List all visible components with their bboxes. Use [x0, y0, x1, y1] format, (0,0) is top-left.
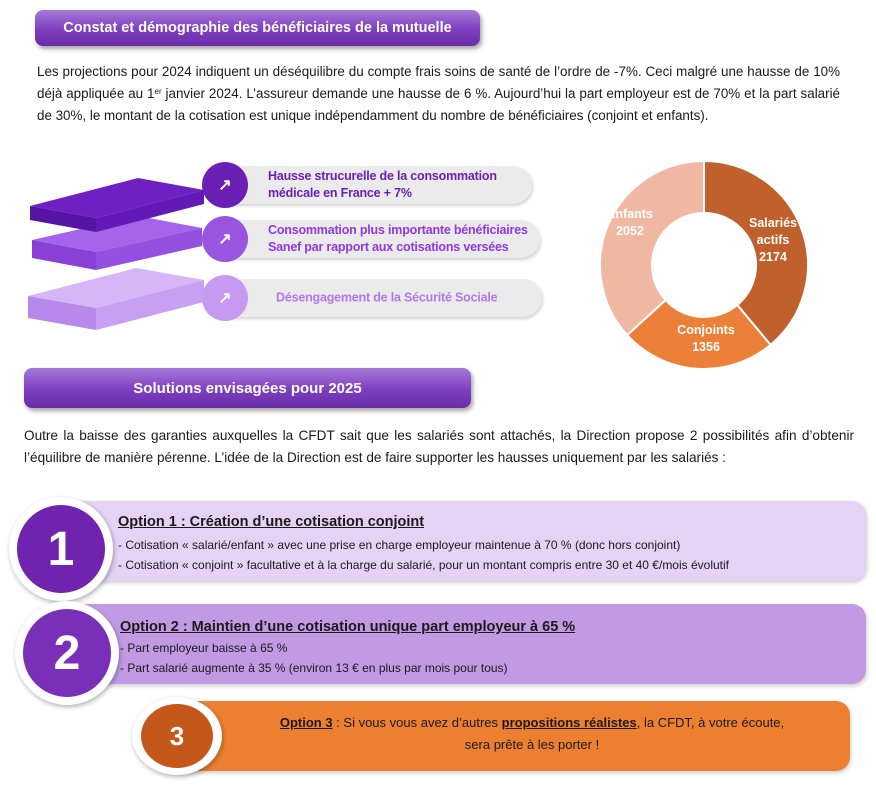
option-3-text-a: : Si vous vous avez d’autres	[332, 715, 502, 730]
section-banner-solutions	[24, 368, 471, 408]
intro-paragraph	[37, 61, 840, 127]
factor-line: Consommation plus importante bénéficiaires	[268, 223, 528, 237]
slice-label-enfants	[600, 206, 660, 240]
factor-pill-1	[210, 166, 532, 204]
arrow-up-right-icon: ↗	[202, 162, 248, 208]
section-banner-constat	[35, 10, 480, 46]
option-1-number-badge	[9, 497, 113, 601]
factor-line: Hausse strucurelle de la consommation	[268, 169, 497, 183]
option-2-title: Option 2 : Maintien d’une cotisation unique part employeur à 65 %	[120, 619, 576, 635]
factor-line: Sanef par rapport aux cotisations versées	[268, 240, 509, 254]
factor-line: Désengagement de la Sécurité Sociale	[276, 290, 498, 305]
option-1-title: Option 1 : Création d’une cotisation conjoint	[118, 514, 425, 530]
slice-label-conjoints	[656, 322, 756, 356]
factor-pill-2	[210, 220, 540, 258]
slice-label-name: Enfants	[607, 207, 653, 221]
factor-text-2	[268, 222, 528, 256]
factor-line: médicale en France + 7%	[268, 186, 412, 200]
option-number: 1	[17, 505, 105, 593]
slice-label-value: 2174	[759, 250, 787, 264]
arrow-up-right-icon: ↗	[202, 275, 248, 321]
option-1-line-1: - Cotisation « salarié/enfant » avec une prise en charge employeur maintenue à 70 % (donc hors conjoint)	[118, 538, 681, 552]
slice-label-name: Salariés	[749, 216, 797, 230]
slice-label-value: 1356	[692, 340, 720, 354]
option-1-line-2: - Cotisation « conjoint » facultative et à la charge du salarié, pour un montant compris entre 30 et 40 €/mois évolutif	[118, 558, 730, 572]
slice-enfants	[600, 161, 704, 335]
option-3-text-b: , la CFDT, à votre écoute,	[636, 715, 785, 730]
intro-sup: er	[154, 87, 162, 96]
factor-text-3	[276, 290, 497, 307]
intro-text-b: janvier 2024. L’assureur demande une hausse de 6 %. Aujourd’hui la part employeur est de 70% et la part salarié de 30%, le montant de la cotisation est unique indépendamment du nombre de bénéficiaires (conjoint et enfants).	[37, 86, 840, 123]
banner-title: Constat et démographie des bénéficiaires de la mutuelle	[63, 20, 452, 36]
option-3-link: propositions réalistes	[501, 715, 637, 730]
slice-label-value: 2052	[616, 224, 644, 238]
option-2-line-1: - Part employeur baisse à 65 %	[120, 641, 288, 655]
option-2-number-badge	[15, 601, 119, 705]
option-3-number-badge	[132, 697, 222, 775]
option-number: 2	[23, 609, 111, 697]
factor-text-1	[268, 168, 497, 202]
solutions-paragraph: Outre la baisse des garanties auxquelles la CFDT sait que les salariés sont attachés, la Direction propose 2 possibilités afin d’obtenir l’équilibre de manière pérenne. L’idée de la Direction est de faire supporter les hausses uniquement par les salariés :	[24, 428, 854, 465]
banner-title: Solutions envisagées pour 2025	[133, 379, 362, 397]
option-3-line-2: sera prête à les porter !	[464, 737, 600, 752]
option-3-text	[232, 712, 832, 756]
stacked-layers-illustration	[26, 168, 206, 338]
intro-text-a: Les projections pour 2024 indiquent un déséquilibre du compte frais soins de santé de l’ordre de -7%. Ceci malgré une hausse de 10% déjà appliquée au 1	[37, 64, 840, 101]
slice-label-salaries	[733, 215, 813, 266]
slice-label-name: actifs	[756, 233, 790, 247]
slice-label-name: Conjoints	[677, 323, 735, 337]
arrow-up-right-icon: ↗	[202, 216, 248, 262]
option-2-line-2: - Part salarié augmente à 35 % (environ 13 € en plus par mois pour tous)	[120, 661, 508, 675]
option-number: 3	[141, 704, 213, 768]
factor-pill-3	[210, 279, 542, 317]
option-3-line-1	[232, 712, 832, 734]
option-3-label: Option 3	[279, 715, 333, 730]
